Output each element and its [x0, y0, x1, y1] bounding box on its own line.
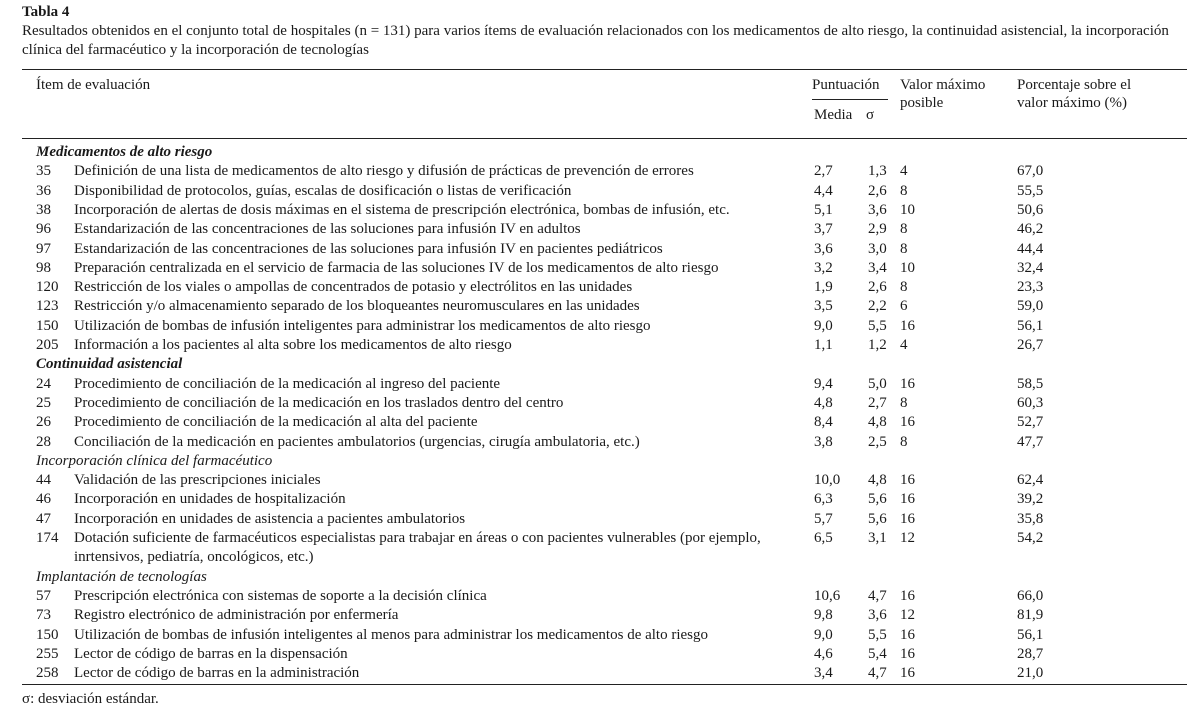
section-title: Incorporación clínica del farmacéutico: [36, 452, 273, 469]
max-value: 12: [900, 607, 915, 624]
item-id: 258: [36, 665, 59, 682]
sigma-value: 4,7: [868, 587, 887, 604]
table-row: [0, 490, 1200, 509]
percent-value: 56,1: [1017, 317, 1044, 334]
item-description: Prescripción electrónica con sistemas de soporte a la decisión clínica: [74, 587, 487, 604]
item-id: 120: [36, 279, 59, 296]
media-value: 9,0: [814, 626, 833, 643]
max-value: 8: [900, 240, 908, 257]
sigma-value: 3,6: [868, 607, 887, 624]
media-value: 5,1: [814, 201, 833, 218]
table-row: [0, 664, 1200, 683]
table-row: [0, 433, 1200, 452]
table-row: [0, 413, 1200, 432]
item-description: Dotación suficiente de farmacéuticos especialistas para trabajar en áreas o con pacientes vulnerables (por ejemplo, inrtensivos, pediatría, oncológicos, etc.): [74, 530, 761, 565]
sigma-value: 3,0: [868, 240, 887, 257]
sigma-value: 3,1: [868, 530, 887, 546]
table-label: Tabla 4: [22, 4, 70, 20]
media-value: 1,9: [814, 279, 833, 296]
item-description: Incorporación en unidades de hospitalización: [74, 491, 346, 508]
sigma-value: 2,6: [868, 279, 887, 296]
item-id: 150: [36, 626, 59, 643]
max-value: 16: [900, 510, 915, 527]
item-id: 36: [36, 182, 51, 199]
media-value: 9,0: [814, 317, 833, 334]
table-bottom-rule: [22, 684, 1187, 685]
table-row: [0, 587, 1200, 606]
sigma-value: 5,5: [868, 317, 887, 334]
item-description: Utilización de bombas de infusión inteligentes para administrar los medicamentos de alto riesgo: [74, 317, 651, 334]
item-id: 73: [36, 607, 51, 624]
percent-value: 39,2: [1017, 491, 1044, 508]
percent-value: 44,4: [1017, 240, 1044, 257]
sigma-value: 2,9: [868, 221, 887, 238]
table-row: [0, 317, 1200, 336]
item-description: Restricción de los viales o ampollas de concentrados de potasio y electrólitos en las unidades: [74, 279, 633, 296]
header-sigma: σ: [866, 107, 875, 123]
item-id: 28: [36, 433, 51, 450]
sigma-value: 3,6: [868, 201, 887, 218]
max-value: 16: [900, 587, 915, 604]
max-value: 6: [900, 298, 908, 315]
max-value: 4: [900, 337, 908, 353]
media-value: 6,3: [814, 491, 833, 508]
item-id: 44: [36, 472, 51, 489]
item-id: 24: [36, 375, 51, 392]
sigma-value: 4,8: [868, 472, 887, 489]
media-value: 3,5: [814, 298, 833, 315]
item-id: 26: [36, 414, 51, 431]
max-value: 4: [900, 163, 908, 180]
header-bottom-rule: [22, 138, 1187, 139]
item-description: Estandarización de las concentraciones de las soluciones para infusión IV en pacientes pediátricos: [74, 240, 663, 257]
sigma-value: 5,6: [868, 491, 887, 508]
media-value: 4,4: [814, 182, 833, 199]
item-id: 150: [36, 317, 59, 334]
table-row: [0, 375, 1200, 394]
sigma-value: 5,5: [868, 626, 887, 643]
item-description: Registro electrónico de administración por enfermería: [74, 607, 399, 624]
header-media: Media: [814, 107, 853, 123]
percent-value: 59,0: [1017, 298, 1044, 315]
percent-value: 21,0: [1017, 665, 1044, 682]
percent-value: 47,7: [1017, 433, 1044, 450]
media-value: 9,4: [814, 375, 833, 392]
percent-value: 54,2: [1017, 530, 1044, 546]
item-id: 255: [36, 645, 59, 662]
sigma-value: 1,2: [868, 337, 887, 353]
section-title: Continuidad asistencial: [36, 356, 183, 373]
item-id: 46: [36, 491, 51, 508]
table-row: [0, 471, 1200, 490]
percent-value: 46,2: [1017, 221, 1044, 238]
media-value: 3,6: [814, 240, 833, 257]
media-value: 1,1: [814, 337, 833, 353]
percent-value: 62,4: [1017, 472, 1044, 489]
table-row: [0, 336, 1200, 355]
item-description: Lector de código de barras en la dispensación: [74, 645, 348, 662]
table-row: [0, 645, 1200, 664]
table-row: [0, 240, 1200, 259]
percent-value: 28,7: [1017, 645, 1044, 662]
table-row: [0, 259, 1200, 278]
header-puntuacion: Puntuación: [812, 77, 880, 93]
header-subrule: [812, 99, 888, 100]
media-value: 9,8: [814, 607, 833, 624]
percent-value: 50,6: [1017, 201, 1044, 218]
item-id: 174: [36, 530, 59, 546]
table-row: [0, 606, 1200, 625]
table-row: [0, 529, 1200, 565]
table-row: [0, 201, 1200, 220]
max-value: 16: [900, 317, 915, 334]
max-value: 16: [900, 414, 915, 431]
sigma-value: 4,8: [868, 414, 887, 431]
percent-value: 35,8: [1017, 510, 1044, 527]
table-row: [0, 626, 1200, 645]
item-description: Procedimiento de conciliación de la medicación al alta del paciente: [74, 414, 478, 431]
max-value: 16: [900, 645, 915, 662]
max-value: 16: [900, 491, 915, 508]
sigma-value: 2,2: [868, 298, 887, 315]
sigma-value: 2,6: [868, 182, 887, 199]
media-value: 2,7: [814, 163, 833, 180]
media-value: 4,8: [814, 394, 833, 411]
item-id: 57: [36, 587, 51, 604]
table-row: [0, 297, 1200, 316]
item-description: Validación de las prescripciones iniciales: [74, 472, 321, 489]
section-title: Medicamentos de alto riesgo: [36, 144, 213, 160]
media-value: 5,7: [814, 510, 833, 527]
item-id: 38: [36, 201, 51, 218]
percent-value: 52,7: [1017, 414, 1044, 431]
max-value: 8: [900, 433, 908, 450]
max-value: 16: [900, 665, 915, 682]
item-description: Información a los pacientes al alta sobre los medicamentos de alto riesgo: [74, 337, 512, 353]
item-id: 97: [36, 240, 51, 257]
percent-value: 60,3: [1017, 394, 1044, 411]
percent-value: 56,1: [1017, 626, 1044, 643]
percent-value: 81,9: [1017, 607, 1044, 624]
media-value: 3,4: [814, 665, 833, 682]
item-description: Procedimiento de conciliación de la medicación en los traslados dentro del centro: [74, 394, 564, 411]
item-id: 25: [36, 394, 51, 411]
max-value: 16: [900, 626, 915, 643]
percent-value: 67,0: [1017, 163, 1044, 180]
media-value: 3,8: [814, 433, 833, 450]
item-description: Disponibilidad de protocolos, guías, escalas de dosificación o listas de verificación: [74, 182, 572, 199]
table-row: [0, 510, 1200, 529]
item-id: 98: [36, 259, 51, 276]
max-value: 8: [900, 279, 908, 296]
sigma-value: 1,3: [868, 163, 887, 180]
percent-value: 66,0: [1017, 587, 1044, 604]
max-value: 12: [900, 530, 915, 546]
table-top-rule: [22, 69, 1187, 70]
item-id: 35: [36, 163, 51, 180]
media-value: 6,5: [814, 530, 833, 546]
media-value: 10,6: [814, 587, 841, 604]
item-description: Lector de código de barras en la administración: [74, 665, 360, 682]
item-description: Incorporación en unidades de asistencia a pacientes ambulatorios: [74, 510, 466, 527]
percent-value: 26,7: [1017, 337, 1044, 353]
percent-value: 23,3: [1017, 279, 1044, 296]
item-description: Preparación centralizada en el servicio de farmacia de las soluciones IV de los medicamentos de alto riesgo: [74, 259, 719, 276]
item-description: Utilización de bombas de infusión inteligentes al menos para administrar los medicamentos de alto riesgo: [74, 626, 708, 643]
max-value: 10: [900, 259, 915, 276]
item-description: Incorporación de alertas de dosis máximas en el sistema de prescripción electrónica, bombas de infusión, etc.: [74, 201, 730, 218]
table-row: [0, 220, 1200, 239]
sigma-value: 2,5: [868, 433, 887, 450]
item-id: 205: [36, 337, 59, 353]
footnote: σ: desviación estándar.: [22, 691, 159, 707]
max-value: 8: [900, 182, 908, 199]
table-row: [0, 162, 1200, 181]
header-item: Ítem de evaluación: [36, 77, 151, 93]
item-description: Definición de una lista de medicamentos de alto riesgo y difusión de prácticas de prevención de errores: [74, 163, 694, 180]
media-value: 4,6: [814, 645, 833, 662]
item-id: 96: [36, 221, 51, 238]
sigma-value: 5,6: [868, 510, 887, 527]
media-value: 10,0: [814, 472, 841, 489]
percent-value: 32,4: [1017, 259, 1044, 276]
percent-value: 58,5: [1017, 375, 1044, 392]
item-description: Conciliación de la medicación en pacientes ambulatorios (urgencias, cirugía ambulatoria, etc.): [74, 433, 640, 450]
item-description: Restricción y/o almacenamiento separado de los bloqueantes neuromusculares en las unidades: [74, 298, 640, 315]
sigma-value: 5,4: [868, 645, 887, 662]
table-caption: [22, 3, 1192, 60]
media-value: 3,7: [814, 221, 833, 238]
table-row: [0, 182, 1200, 201]
item-id: 123: [36, 298, 59, 315]
sigma-value: 3,4: [868, 259, 887, 276]
max-value: 10: [900, 201, 915, 218]
table-row: [0, 278, 1200, 297]
header-valor-maximo: Valor máximo posible: [900, 77, 986, 111]
max-value: 16: [900, 375, 915, 392]
item-description: Procedimiento de conciliación de la medicación al ingreso del paciente: [74, 375, 501, 392]
max-value: 8: [900, 221, 908, 238]
item-description: Estandarización de las concentraciones de las soluciones para infusión IV en adultos: [74, 221, 581, 238]
sigma-value: 4,7: [868, 665, 887, 682]
max-value: 16: [900, 472, 915, 489]
max-value: 8: [900, 394, 908, 411]
media-value: 3,2: [814, 259, 833, 276]
table-row: [0, 394, 1200, 413]
sigma-value: 5,0: [868, 375, 887, 392]
media-value: 8,4: [814, 414, 833, 431]
percent-value: 55,5: [1017, 182, 1044, 199]
section-title: Implantación de tecnologías: [36, 568, 207, 585]
table-title: Resultados obtenidos en el conjunto total de hospitales (n = 131) para varios ítems de evaluación relacionados con los medicamentos de alto riesgo, la continuidad asistencial, la incorporación clínica del farmacéutico y la incorporación de tecnologías: [22, 23, 1169, 58]
header-porcentaje: Porcentaje sobre el valor máximo (%): [1017, 77, 1132, 111]
item-id: 47: [36, 510, 51, 527]
sigma-value: 2,7: [868, 394, 887, 411]
